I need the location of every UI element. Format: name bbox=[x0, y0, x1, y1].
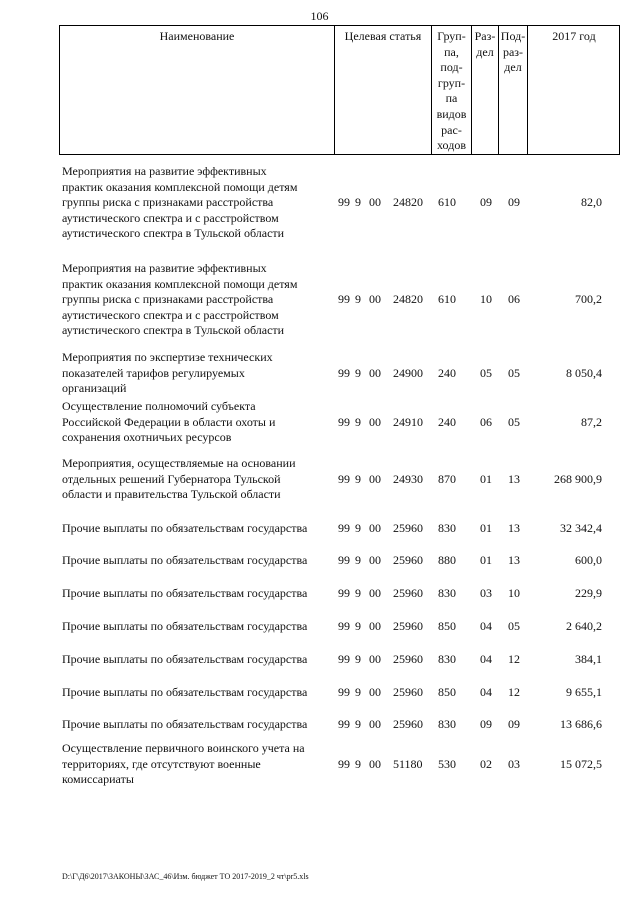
header-line: дел bbox=[504, 60, 522, 75]
row-name-line: Мероприятия по экспертизе технических bbox=[62, 350, 273, 364]
section-code: 09 bbox=[480, 195, 492, 210]
row-name-line: аутистического спектра и с расстройством bbox=[62, 210, 279, 225]
subsection-code: 12 bbox=[508, 685, 520, 699]
target-part-3: 00 bbox=[369, 652, 381, 666]
header-subsection bbox=[499, 29, 527, 76]
row-name bbox=[62, 717, 337, 733]
section-code: 05 bbox=[480, 365, 492, 380]
row-name-line: Прочие выплаты по обязательствам государства bbox=[62, 586, 308, 600]
target-part-4: 24900 bbox=[393, 365, 423, 380]
file-path-footer: D:\Г\Д6\2017\ЗАКОНЫ\ЗАС_46\Изм. бюджет ТО 2017-2019_2 чт\pr5.xls bbox=[62, 872, 309, 881]
page-number: 106 bbox=[310, 9, 329, 23]
row-name-line: Мероприятия на развитие эффективных bbox=[62, 164, 267, 178]
subsection-code: 05 bbox=[508, 414, 520, 429]
subsection-code: 03 bbox=[508, 756, 520, 771]
row-name bbox=[62, 741, 337, 788]
table-row bbox=[62, 456, 622, 503]
subsection-code: 05 bbox=[508, 365, 520, 380]
header-line: па, bbox=[444, 44, 459, 59]
amount-2017: 8 050,4 bbox=[566, 365, 602, 380]
target-part-1: 99 bbox=[338, 365, 350, 380]
header-line: ходов bbox=[437, 138, 466, 153]
row-name bbox=[62, 586, 337, 602]
target-part-1: 99 bbox=[338, 292, 350, 307]
expense-group: 240 bbox=[438, 365, 456, 380]
amount-2017: 82,0 bbox=[581, 195, 602, 210]
section-code: 02 bbox=[480, 756, 492, 771]
section-code: 10 bbox=[480, 292, 492, 307]
row-name-line: области и правительства Тульской области bbox=[62, 487, 281, 502]
table-row bbox=[62, 652, 622, 668]
subsection-code: 13 bbox=[508, 521, 520, 535]
row-name-line: практик оказания комплексной помощи детям bbox=[62, 179, 298, 194]
row-name bbox=[62, 652, 337, 668]
target-part-3: 00 bbox=[369, 521, 381, 535]
amount-2017: 2 640,2 bbox=[566, 619, 602, 633]
target-part-1: 99 bbox=[338, 619, 350, 633]
row-name bbox=[62, 456, 337, 503]
target-part-4: 24930 bbox=[393, 471, 423, 486]
target-part-1: 99 bbox=[338, 553, 350, 567]
target-part-4: 51180 bbox=[393, 756, 423, 771]
target-part-4: 25960 bbox=[393, 619, 423, 633]
row-name-line: группы риска с признаками расстройства bbox=[62, 195, 274, 210]
row-name-line: группы риска с признаками расстройства bbox=[62, 292, 274, 307]
target-part-2: 9 bbox=[355, 619, 361, 633]
amount-2017: 268 900,9 bbox=[554, 471, 602, 486]
target-part-3: 00 bbox=[369, 414, 381, 429]
section-code: 01 bbox=[480, 553, 492, 567]
target-part-2: 9 bbox=[355, 292, 361, 307]
row-name-line: Осуществление полномочий субъекта bbox=[62, 399, 256, 413]
row-name-line: показателей тарифов регулируемых bbox=[62, 365, 245, 380]
target-part-1: 99 bbox=[338, 717, 350, 731]
table-row bbox=[62, 521, 622, 537]
amount-2017: 15 072,5 bbox=[560, 756, 602, 771]
table-row bbox=[62, 741, 622, 788]
header-line: дел bbox=[476, 44, 494, 59]
target-part-4: 24910 bbox=[393, 414, 423, 429]
row-name-line: аутистического спектра и с расстройством bbox=[62, 307, 279, 322]
row-name-line: Прочие выплаты по обязательствам государства bbox=[62, 717, 308, 731]
amount-2017: 229,9 bbox=[575, 586, 602, 600]
header-line: Груп- bbox=[437, 29, 466, 43]
target-part-3: 00 bbox=[369, 717, 381, 731]
row-name-line: Прочие выплаты по обязательствам государства bbox=[62, 619, 308, 633]
row-name bbox=[62, 553, 337, 569]
amount-2017: 700,2 bbox=[575, 292, 602, 307]
expense-group: 830 bbox=[438, 717, 456, 731]
target-part-3: 00 bbox=[369, 685, 381, 699]
table-row bbox=[62, 619, 622, 635]
row-name-line: Прочие выплаты по обязательствам государства bbox=[62, 521, 308, 535]
row-name bbox=[62, 619, 337, 635]
expense-group: 830 bbox=[438, 521, 456, 535]
table-row bbox=[62, 586, 622, 602]
header-target: Целевая статья bbox=[344, 29, 422, 43]
target-part-4: 24820 bbox=[393, 195, 423, 210]
row-name-line: сохранения охотничьих ресурсов bbox=[62, 430, 232, 445]
target-part-3: 00 bbox=[369, 471, 381, 486]
header-line: раз- bbox=[502, 44, 524, 59]
row-name-line: аутистического спектра в Тульской области bbox=[62, 226, 285, 241]
target-part-1: 99 bbox=[338, 652, 350, 666]
expense-group: 610 bbox=[438, 292, 456, 307]
target-part-2: 9 bbox=[355, 365, 361, 380]
expense-group: 880 bbox=[438, 553, 456, 567]
row-name-line: Мероприятия, осуществляемые на основании bbox=[62, 456, 296, 470]
target-part-1: 99 bbox=[338, 471, 350, 486]
table-row bbox=[62, 685, 622, 701]
target-part-3: 00 bbox=[369, 195, 381, 210]
target-part-2: 9 bbox=[355, 717, 361, 731]
section-code: 04 bbox=[480, 619, 492, 633]
expense-group: 830 bbox=[438, 652, 456, 666]
section-code: 04 bbox=[480, 652, 492, 666]
target-part-1: 99 bbox=[338, 685, 350, 699]
target-part-2: 9 bbox=[355, 195, 361, 210]
row-name bbox=[62, 399, 337, 446]
amount-2017: 32 342,4 bbox=[560, 521, 602, 535]
expense-group: 870 bbox=[438, 471, 456, 486]
expense-group: 830 bbox=[438, 586, 456, 600]
header-line: рас- bbox=[441, 122, 462, 137]
target-part-2: 9 bbox=[355, 586, 361, 600]
row-name bbox=[62, 521, 337, 537]
table-row bbox=[62, 164, 622, 242]
target-part-2: 9 bbox=[355, 756, 361, 771]
expense-group: 240 bbox=[438, 414, 456, 429]
header-line: Раз- bbox=[474, 29, 496, 43]
column-divider bbox=[527, 26, 528, 154]
target-part-4: 24820 bbox=[393, 292, 423, 307]
row-name-line: Прочие выплаты по обязательствам государства bbox=[62, 652, 308, 666]
target-part-4: 25960 bbox=[393, 685, 423, 699]
amount-2017: 9 655,1 bbox=[566, 685, 602, 699]
section-code: 01 bbox=[480, 521, 492, 535]
amount-2017: 384,1 bbox=[575, 652, 602, 666]
table-row bbox=[62, 717, 622, 733]
header-line: Под- bbox=[500, 29, 526, 43]
target-part-2: 9 bbox=[355, 471, 361, 486]
subsection-code: 13 bbox=[508, 553, 520, 567]
target-part-3: 00 bbox=[369, 756, 381, 771]
expense-group: 610 bbox=[438, 195, 456, 210]
amount-2017: 87,2 bbox=[581, 414, 602, 429]
subsection-code: 06 bbox=[508, 292, 520, 307]
target-part-1: 99 bbox=[338, 756, 350, 771]
amount-2017: 13 686,6 bbox=[560, 717, 602, 731]
header-year: 2017 год bbox=[552, 29, 596, 43]
column-divider bbox=[334, 26, 335, 154]
table-row bbox=[62, 350, 622, 397]
target-part-3: 00 bbox=[369, 586, 381, 600]
row-name-line: аутистического спектра в Тульской области bbox=[62, 323, 285, 338]
expense-group: 850 bbox=[438, 619, 456, 633]
target-part-2: 9 bbox=[355, 414, 361, 429]
target-part-4: 25960 bbox=[393, 652, 423, 666]
target-part-2: 9 bbox=[355, 521, 361, 535]
target-part-1: 99 bbox=[338, 521, 350, 535]
row-name bbox=[62, 164, 337, 242]
header-line: па bbox=[445, 91, 458, 106]
target-part-2: 9 bbox=[355, 553, 361, 567]
section-code: 06 bbox=[480, 414, 492, 429]
header-group bbox=[432, 29, 471, 154]
target-part-3: 00 bbox=[369, 553, 381, 567]
target-part-4: 25960 bbox=[393, 521, 423, 535]
subsection-code: 09 bbox=[508, 717, 520, 731]
row-name-line: Осуществление первичного воинского учета на bbox=[62, 741, 305, 755]
row-name-line: Прочие выплаты по обязательствам государства bbox=[62, 553, 308, 567]
table-header bbox=[59, 25, 620, 155]
target-part-4: 25960 bbox=[393, 586, 423, 600]
row-name-line: практик оказания комплексной помощи детям bbox=[62, 276, 298, 291]
amount-2017: 600,0 bbox=[575, 553, 602, 567]
row-name-line: комиссариаты bbox=[62, 772, 134, 787]
table-row bbox=[62, 553, 622, 569]
header-line: под- bbox=[440, 60, 463, 75]
header-section bbox=[472, 29, 498, 60]
table-row bbox=[62, 399, 622, 446]
row-name-line: Прочие выплаты по обязательствам государства bbox=[62, 685, 308, 699]
target-part-4: 25960 bbox=[393, 717, 423, 731]
target-part-1: 99 bbox=[338, 414, 350, 429]
target-part-2: 9 bbox=[355, 652, 361, 666]
header-name: Наименование bbox=[159, 29, 235, 43]
row-name-line: Российской Федерации в области охоты и bbox=[62, 414, 276, 429]
header-line: видов bbox=[436, 106, 467, 121]
row-name-line: отдельных решений Губернатора Тульской bbox=[62, 471, 281, 486]
section-code: 01 bbox=[480, 471, 492, 486]
subsection-code: 10 bbox=[508, 586, 520, 600]
header-line: груп- bbox=[437, 75, 466, 90]
row-name-line: Мероприятия на развитие эффективных bbox=[62, 261, 267, 275]
section-code: 04 bbox=[480, 685, 492, 699]
row-name bbox=[62, 350, 337, 397]
target-part-1: 99 bbox=[338, 586, 350, 600]
subsection-code: 12 bbox=[508, 652, 520, 666]
row-name-line: организаций bbox=[62, 381, 127, 396]
target-part-2: 9 bbox=[355, 685, 361, 699]
target-part-1: 99 bbox=[338, 195, 350, 210]
target-part-4: 25960 bbox=[393, 553, 423, 567]
subsection-code: 05 bbox=[508, 619, 520, 633]
section-code: 09 bbox=[480, 717, 492, 731]
expense-group: 530 bbox=[438, 756, 456, 771]
row-name bbox=[62, 261, 337, 339]
target-part-3: 00 bbox=[369, 292, 381, 307]
target-part-3: 00 bbox=[369, 365, 381, 380]
subsection-code: 13 bbox=[508, 471, 520, 486]
section-code: 03 bbox=[480, 586, 492, 600]
target-part-3: 00 bbox=[369, 619, 381, 633]
row-name bbox=[62, 685, 337, 701]
expense-group: 850 bbox=[438, 685, 456, 699]
table-row bbox=[62, 261, 622, 339]
row-name-line: территориях, где отсутствуют военные bbox=[62, 756, 261, 771]
subsection-code: 09 bbox=[508, 195, 520, 210]
